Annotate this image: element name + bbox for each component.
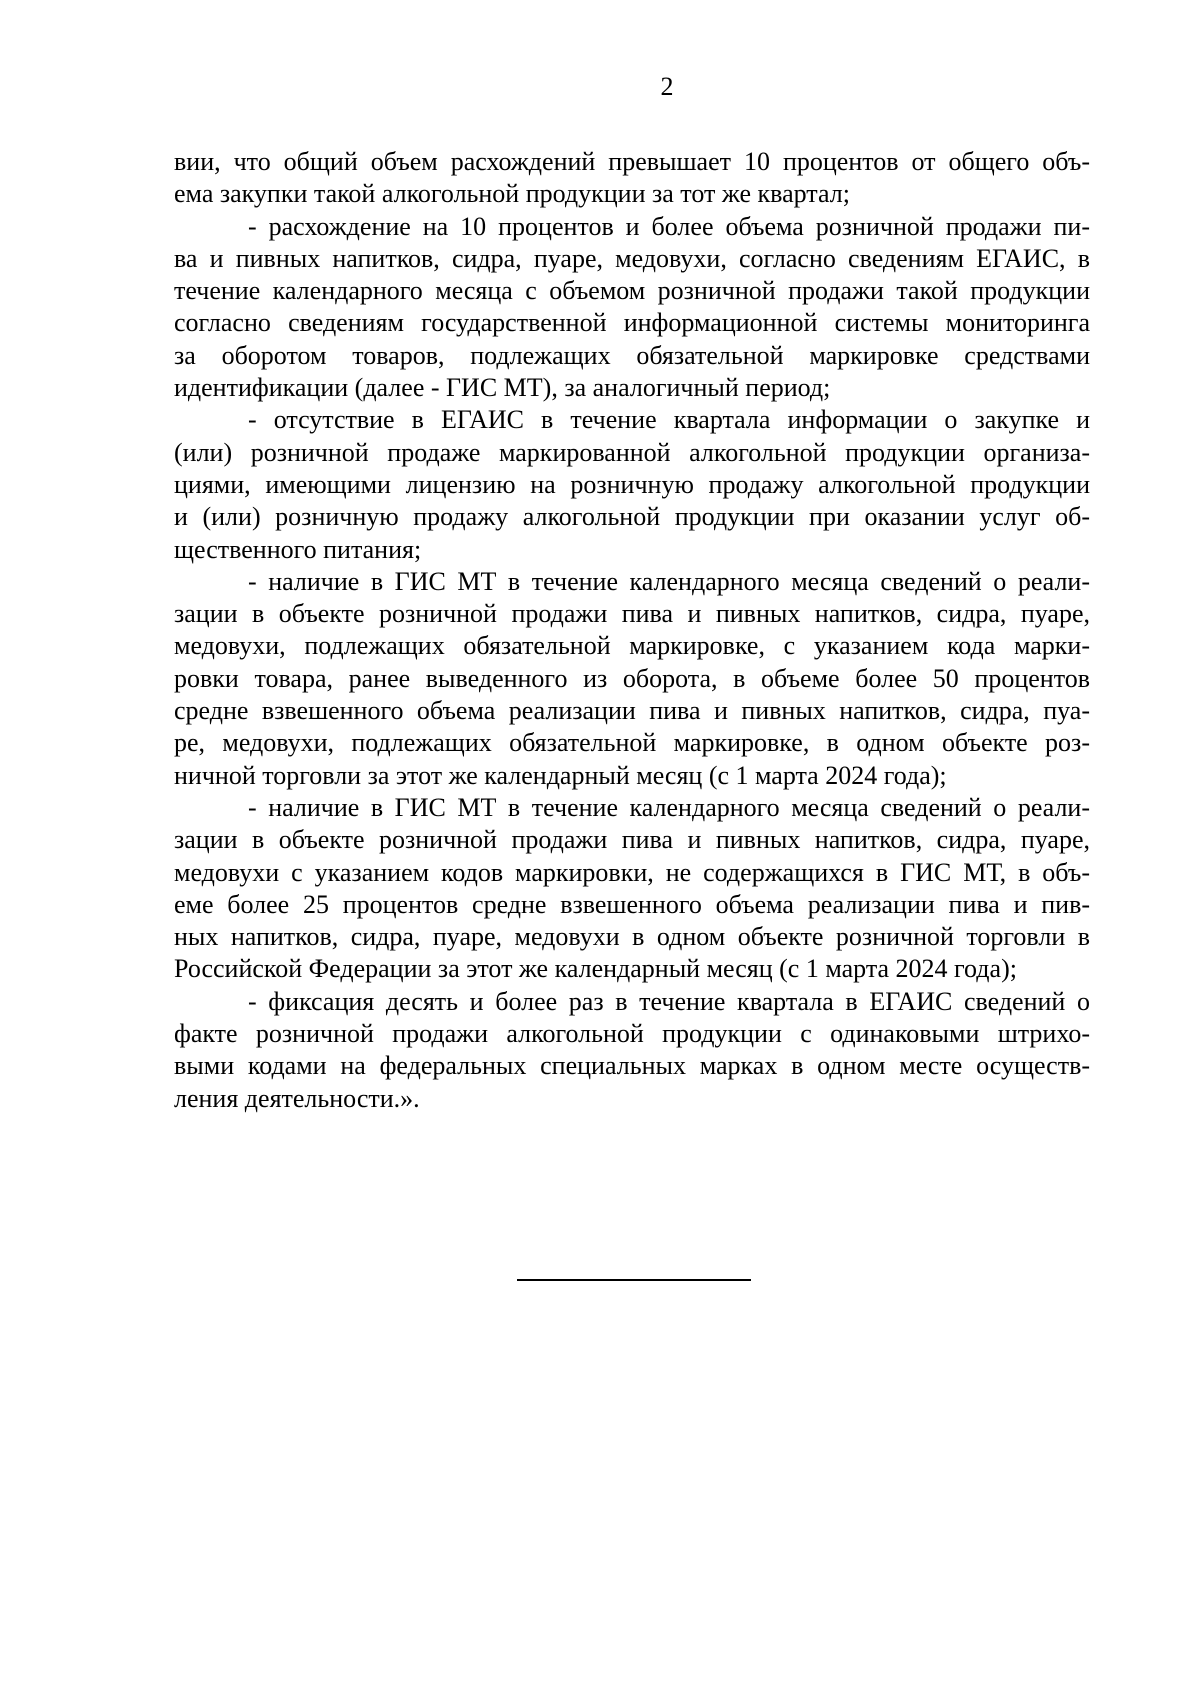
text-line: течение календарного месяца с объемом розничной продажи такой продукции bbox=[174, 276, 1090, 306]
text-line: циями, имеющими лицензию на розничную продажу алкогольной продукции bbox=[174, 469, 1090, 499]
paragraph-withdrawn-codes bbox=[174, 566, 1090, 792]
paragraph-unknown-codes bbox=[174, 792, 1090, 986]
text-line: (или) розничной продаже маркированной алкогольной продукции организа- bbox=[174, 437, 1090, 467]
text-line: за оборотом товаров, подлежащих обязательной маркировке средствами bbox=[174, 340, 1090, 370]
body-text bbox=[174, 146, 1090, 1115]
text-line: и (или) розничную продажу алкогольной продукции при оказании услуг об- bbox=[174, 502, 1090, 532]
text-line: щественного питания; bbox=[174, 534, 422, 564]
text-line: медовухи с указанием кодов маркировки, не содержащихся в ГИС МТ, в объ- bbox=[174, 857, 1090, 887]
text-line: ления деятельности.». bbox=[174, 1083, 420, 1113]
text-line: идентификации (далее - ГИС МТ), за аналогичный период; bbox=[174, 373, 831, 403]
text-line: ема закупки такой алкогольной продукции за тот же квартал; bbox=[174, 179, 850, 209]
text-line: - наличие в ГИС МТ в течение календарного месяца сведений о реали- bbox=[248, 566, 1090, 596]
text-line: факте розничной продажи алкогольной продукции с одинаковыми штрихо- bbox=[174, 1019, 1090, 1049]
text-line: зации в объекте розничной продажи пива и пивных напитков, сидра, пуаре, bbox=[174, 825, 1090, 855]
paragraph-duplicate-barcodes bbox=[174, 986, 1090, 1115]
text-line: еме более 25 процентов средне взвешенного объема реализации пива и пив- bbox=[174, 889, 1090, 919]
text-line: согласно сведениям государственной информационной системы мониторинга bbox=[174, 308, 1090, 338]
text-line: ничной торговли за этот же календарный месяц (с 1 марта 2024 года); bbox=[174, 760, 947, 790]
text-line: - расхождение на 10 процентов и более объема розничной продажи пи- bbox=[248, 211, 1090, 241]
text-line: выми кодами на федеральных специальных марках в одном месте осуществ- bbox=[174, 1051, 1090, 1081]
text-line: вии, что общий объем расхождений превышает 10 процентов от общего объ- bbox=[174, 147, 1090, 176]
page-number: 2 bbox=[660, 72, 674, 101]
text-line: ровки товара, ранее выведенного из оборота, в объеме более 50 процентов bbox=[174, 663, 1090, 693]
text-line: ных напитков, сидра, пуаре, медовухи в одном объекте розничной торговли в bbox=[174, 922, 1090, 952]
text-line: - наличие в ГИС МТ в течение календарного месяца сведений о реали- bbox=[248, 792, 1090, 822]
paragraph-continuation bbox=[174, 146, 1090, 211]
text-line: зации в объекте розничной продажи пива и пивных напитков, сидра, пуаре, bbox=[174, 599, 1090, 629]
text-line: средне взвешенного объема реализации пива и пивных напитков, сидра, пуа- bbox=[174, 696, 1090, 726]
text-line: ре, медовухи, подлежащих обязательной маркировке, в одном объекте роз- bbox=[174, 728, 1090, 758]
paragraph-discrepancy-beer bbox=[174, 211, 1090, 405]
text-line: Российской Федерации за этот же календарный месяц (с 1 марта 2024 года); bbox=[174, 954, 1017, 984]
text-line: - фиксация десять и более раз в течение квартала в ЕГАИС сведений о bbox=[248, 986, 1090, 1016]
text-line: - отсутствие в ЕГАИС в течение квартала информации о закупке и bbox=[248, 405, 1090, 435]
paragraph-absence-egais bbox=[174, 404, 1090, 565]
text-line: медовухи, подлежащих обязательной маркировке, с указанием кода марки- bbox=[174, 631, 1090, 661]
end-divider-line bbox=[517, 1279, 751, 1281]
text-line: ва и пивных напитков, сидра, пуаре, медовухи, согласно сведениям ЕГАИС, в bbox=[174, 243, 1090, 273]
